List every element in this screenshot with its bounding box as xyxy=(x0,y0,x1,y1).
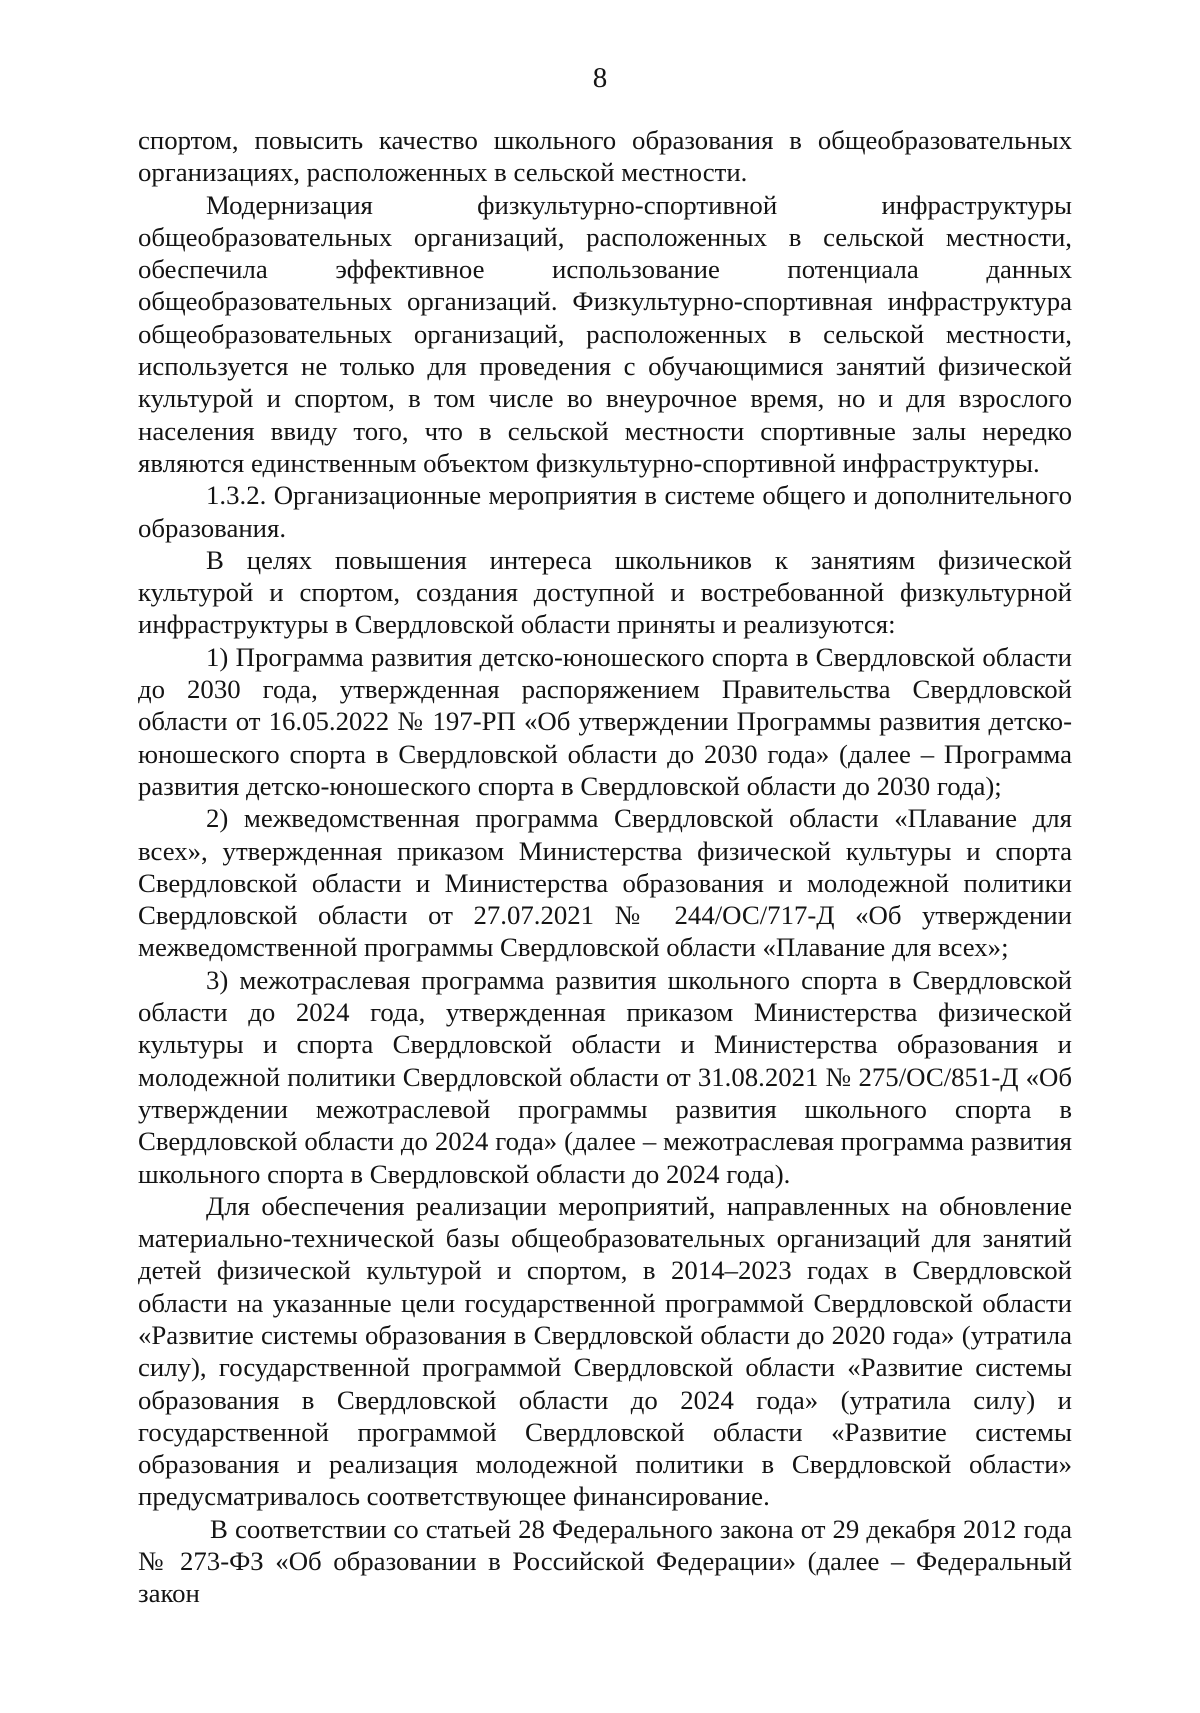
list-item-program-2: 2) межведомственная программа Свердловской области «Плавание для всех», утвержденная приказом Министерства физической культуры и спорта Свердловской области и Министерства образования и молодежной политики Свердловской области от 27.07.2021 № 244/ОС/717-Д «Об утверждении межведомственной программы Свердловской области «Плавание для всех»; xyxy=(138,803,1072,963)
list-item-program-3: 3) межотраслевая программа развития школьного спорта в Свердловской области до 2024 года, утвержденная приказом Министерства физической культуры и спорта Свердловской области и Министерства образования и молодежной политики Свердловской области от 31.08.2021 № 275/ОС/851-Д «Об утверждении межотраслевой программы развития школьного спорта в Свердловской области до 2024 года» (далее – межотраслевая программа развития школьного спорта в Свердловской области до 2024 года). xyxy=(138,964,1072,1189)
paragraph-intro-programs: В целях повышения интереса школьников к занятиям физической культурой и спортом, создания доступной и востребованной физкультурной инфраструктуры в Свердловской области приняты и реализуются: xyxy=(138,544,1072,640)
list-item-program-1: 1) Программа развития детско-юношеского спорта в Свердловской области до 2030 года, утвержденная распоряжением Правительства Свердловской области от 16.05.2022 № 197-РП «Об утверждении Программы развития детско-юношеского спорта в Свердловской области до 2030 года» (далее – Программа развития детско-юношеского спорта в Свердловской области до 2030 года); xyxy=(138,641,1072,801)
document-body xyxy=(138,124,1072,1610)
paragraph-modernization: Модернизация физкультурно-спортивной инфраструктуры общеобразовательных организаций, расположенных в сельской местности, обеспечила эффективное использование потенциала данных общеобразовательных организаций. Физкультурно-спортивная инфраструктура общеобразовательных организаций, расположенных в сельской местности, используется не только для проведения с обучающимися занятий физической культурой и спортом, в том числе во внеурочное время, но и для взрослого населения ввиду того, что в сельской местности спортивные залы нередко являются единственным объектом физкультурно-спортивной инфраструктуры. xyxy=(138,189,1072,478)
paragraph-federal-law: В соответствии со статьей 28 Федерального закона от 29 декабря 2012 года № 273-ФЗ «Об образовании в Российской Федерации» (далее – Федеральный закон xyxy=(138,1513,1072,1609)
page-number: 8 xyxy=(592,62,608,94)
section-heading-1-3-2: 1.3.2. Организационные мероприятия в системе общего и дополнительного образования. xyxy=(138,480,1072,543)
paragraph-continuation: спортом, повысить качество школьного образования в общеобразовательных организациях, расположенных в сельской местности. xyxy=(138,125,1072,188)
paragraph-funding: Для обеспечения реализации мероприятий, направленных на обновление материально-технической базы общеобразовательных организаций для занятий детей физической культурой и спортом, в 2014–2023 годах в Свердловской области на указанные цели государственной программой Свердловской области «Развитие системы образования в Свердловской области до 2020 года» (утратила силу), государственной программой Свердловской области «Развитие системы образования в Свердловской области до 2024 года» (утратила силу) и государственной программой Свердловской области «Развитие системы образования и реализация молодежной политики в Свердловской области» предусматривалось соответствующее финансирование. xyxy=(138,1190,1072,1512)
